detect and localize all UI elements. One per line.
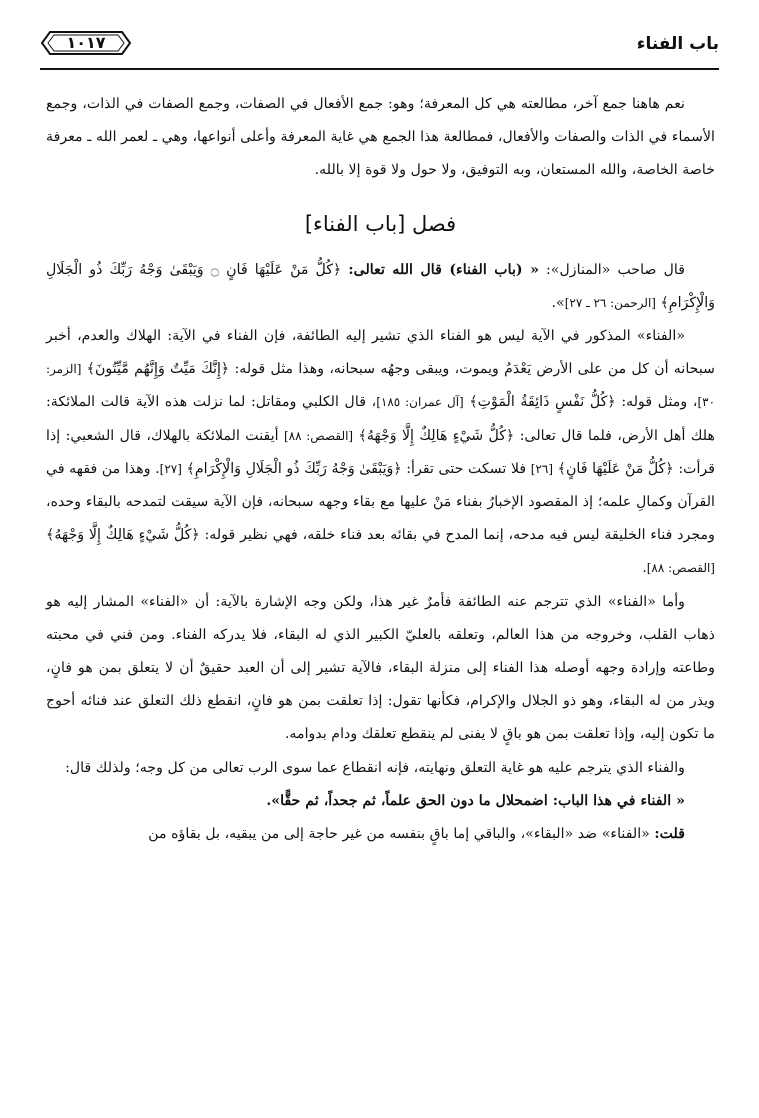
quran-verse: ﴿وَيَبْقَىٰ وَجْهُ رَبِّكَ ذُو الْجَلَالِ وَالْإِكْرَامِ﴾ [186,460,402,477]
verse-reference: [آل عمران: ١٨٥] [376,395,464,410]
verse-reference: [القصص: ٨٨] [283,428,354,443]
p7-text: «الفناء» ضد «البقاء»، والباقي إما باقٍ بنفسه من غير حاجة إلى من يبقيه، بل بقاؤه من [148,826,650,843]
paragraph-1: نعم هاهنا جمع آخر، مطالعته هي كل المعرفة؛ وهو: جمع الأفعال في الصفات، وجمع الصفات في الذات، وجمع الأسماء في الذات والصفات والأفعال، فمطالعة هذا الجمع هي غاية المعرفة وأعلى أنواعها، وهي ـ لعمر الله ـ معرفة خاصة الخاصة، والله المستعان، وبه التوفيق، ولا حول ولا قوة إلا بالله. [46,96,715,179]
verse-reference: [٢٦] [530,461,554,476]
quran-verse: ﴿كُلُّ مَنْ عَلَيْهَا فَانٍ﴾ [557,460,674,477]
quran-verse: ﴿كُلُّ مَنْ عَلَيْهَا فَانٍ ۝ وَيَبْقَىٰ وَجْهُ رَبِّكَ ذُو الْجَلَالِ وَالْإِكْرَامِ﴾ [46,261,715,311]
paragraph-4: وأما «الفناء» الذي تترجم عنه الطائفة فأمرٌ غير هذا، ولكن وجه الإشارة بالآية: أن «الفناء» المشار إليه هو ذهاب القلب، وخروجه من هذا العالم، وتعلقه بالعليّ الكبير الذي له البقاء، فلا يدركه الفناء. ومن فني في محبته وطاعته وإرادة وجهه أوصله هذا الفناء إلى منزلة البقاء، فالآية تشير إلى أن العبد حقيقٌ أن لا يتعلق بمن هو فانٍ، ويذر من له البقاء، وهو ذو الجلال والإكرام، فكأنها تقول: إذا تعلقت بمن هو فانٍ، انقطع ذلك التعلق عند فنائه أحوج ما تكون إليه، وإذا تعلقت بمن هو باقٍ لا يفنى لم ينقطع تعلقك ودام بدوامه. [46,593,715,743]
quran-verse: ﴿كُلُّ شَيْءٍ هَالِكٌ إِلَّا وَجْهَهُ﴾ [358,427,515,444]
verse-reference: [الزمر: ٣٠] [46,362,716,410]
section-heading: فصل [باب الفناء] [304,211,457,236]
verse-reference: [القصص: ٨٨] [646,561,715,576]
p3-text-f: . وهذا من فقهه في القرآن وكمالِ علمه؛ إذ المقصود الإخبارُ بفناء مَنْ عليها مع بقاء وجهه سبحانه، فإن الآية سيقت لتمدحه بالبقاء وحده، ومجرد فناء الخليقة ليس فيه مدحه، إنما المدح في بقائه بعد فناء خلقه، فهي نظير قوله: [46,460,715,544]
p3-text-d: أيقنت الملائكة بالهلاك، قال الشعبي: إذا قرأت: [46,427,716,477]
quran-verse: ﴿إِنَّكَ مَيِّتٌ وَإِنَّهُم مَّيِّتُونَ﴾ [86,361,230,378]
p2-bold: « (باب الفناء) قال الله تعالى: [348,261,539,278]
paragraph-5: والفناء الذي يترجم عليه هو غاية التعلق ونهايته، فإنه انقطاع عما سوى الرب تعالى من كل وجه؛ ولذلك قال: [65,759,685,776]
p7-label: قلت: [654,826,685,843]
quoted-definition: « الفناء في هذا الباب: اضمحلال ما دون الحق علماً، ثم جحداً، ثم حقًّا». [266,792,685,809]
verse-reference: [الرحمن: ٢٦ ـ ٢٧] [564,295,656,310]
paragraph-3 [46,320,715,586]
header-rule [40,68,719,70]
page-number: ١٠١٧ [66,33,106,52]
p3-text-e: فلا تسكت حتى تقرأ: [406,460,527,477]
p3-text-b: ، ومثل قوله: [621,394,698,411]
p3-text-g: . [642,560,647,577]
page-number-badge [40,28,132,58]
paragraph-7 [46,818,715,851]
verse-reference: [٢٧] [159,461,182,476]
page-header [40,28,719,64]
paragraph-2 [46,254,715,320]
running-title: باب الفناء [636,34,719,54]
quran-verse: ﴿كُلُّ شَيْءٍ هَالِكٌ إِلَّا وَجْهَهُ﴾ [46,527,200,544]
p3-text-a: «الفناء» المذكور في الآية ليس هو الفناء الذي تشير إليه الطائفة، فإن الفناء في الآية: الهلاك والعدم، أخبر سبحانه أن كل من على الأرض يَعْدَمُ ويموت، ويبقى وجهُه سبحانه، وهذا مثل قوله: [46,328,715,378]
p3-text-c: ، قال الكلبي ومقاتل: لما نزلت هذه الآية قالت الملائكة: هلك أهل الأرض، فلما قال تعالى: [46,394,715,444]
main-text [46,88,715,851]
p2-intro: قال صاحب «المنازل»: [546,261,686,278]
quran-verse: ﴿كُلُّ نَفْسٍ ذَائِقَةُ الْمَوْتِ﴾ [469,394,616,411]
p2-end: ». [551,294,565,311]
